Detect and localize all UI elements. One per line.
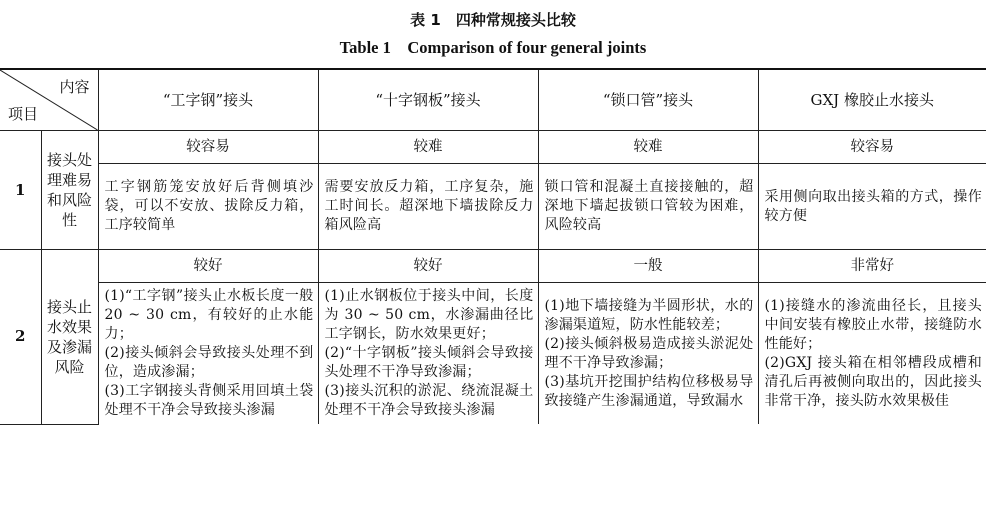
detail-text: (1)接缝水的渗流曲径长，且接头中间安装有橡胶止水带，接缝防水性能好； (764, 297, 982, 352)
detail-cell (538, 164, 758, 250)
rating-cell: 较容易 (758, 131, 986, 164)
header-row (0, 69, 986, 131)
detail-cell (758, 283, 986, 425)
table-caption-cn: 表 1 四种常规接头比较 (410, 11, 576, 29)
comparison-table (0, 68, 986, 425)
rating-cell: 一般 (538, 250, 758, 283)
column-header-cross-plate: “十字钢板”接头 (318, 69, 538, 131)
corner-item-label: 项目 (8, 105, 39, 123)
detail-text: (2)接头倾斜会导致接头处理不到位，造成渗漏； (104, 345, 314, 380)
row-item-1: 接头处理难易和风险性 (41, 131, 98, 250)
detail-text: 采用侧向取出接头箱的方式，操作较方便 (764, 188, 982, 224)
detail-text: (1)地下墙接缝为半圆形状，水的渗漏渠道短，防水性能较差； (544, 297, 754, 333)
detail-cell (318, 164, 538, 250)
row-number-1: 1 (0, 131, 41, 250)
rating-cell: 较难 (538, 131, 758, 164)
row-2-details (0, 283, 986, 425)
detail-text: 需要安放反力箱，工序复杂，施工时间长。超深地下墙拔除反力箱风险高 (324, 179, 534, 233)
detail-cell (98, 164, 318, 250)
detail-text: (1)止水钢板位于接头中间，长度为 30 ~ 50 cm，水渗漏曲径比工字钢长，防水效果更好； (324, 288, 534, 342)
table-caption-en: Table 1 Comparison of four general joints (339, 38, 647, 57)
detail-cell (98, 283, 318, 425)
detail-text: (3)接头沉积的淤泥、绕流混凝土处理不干净会导致接头渗漏 (324, 383, 534, 418)
rating-cell: 较好 (318, 250, 538, 283)
corner-content-label: 内容 (59, 78, 90, 96)
rating-cell: 较好 (98, 250, 318, 283)
detail-text: (2)GXJ 接头箱在相邻槽段成槽和清孔后再被侧向取出的，因此接头非常干净，接头防水效果极佳 (764, 354, 982, 409)
detail-text: (2)“十字钢板”接头倾斜会导致接头处理不干净导致渗漏； (324, 345, 534, 380)
row-1-rating (0, 131, 986, 164)
row-number-2: 2 (0, 250, 41, 425)
column-header-gxj-rubber: GXJ 橡胶止水接头 (758, 69, 986, 131)
detail-text: (1)“工字钢”接头止水板长度一般 20 ~ 30 cm，有较好的止水能力； (104, 288, 314, 342)
row-1-details (0, 164, 986, 250)
detail-cell (758, 164, 986, 250)
rating-cell: 较难 (318, 131, 538, 164)
row-2-rating (0, 250, 986, 283)
column-header-i-beam: “工字钢”接头 (98, 69, 318, 131)
detail-text: 锁口管和混凝土直接接触的，超深地下墙起拔锁口管较为困难，风险较高 (544, 179, 754, 233)
rating-cell: 非常好 (758, 250, 986, 283)
corner-cell (0, 69, 98, 131)
detail-text: (2)接头倾斜极易造成接头淤泥处理不干净导致渗漏； (544, 335, 754, 371)
detail-cell (538, 283, 758, 425)
detail-text: 工字钢筋笼安放好后背侧填沙袋，可以不安放、拔除反力箱，工序较简单 (104, 179, 314, 233)
row-item-2: 接头止水效果及渗漏风险 (41, 250, 98, 425)
detail-cell (318, 283, 538, 425)
rating-cell: 较容易 (98, 131, 318, 164)
column-header-locking-pipe: “锁口管”接头 (538, 69, 758, 131)
diagonal-header (0, 70, 98, 130)
detail-text: (3)工字钢接头背侧采用回填土袋处理不干净会导致接头渗漏 (104, 383, 314, 418)
detail-text: (3)基坑开挖围护结构位移极易导致接缝产生渗漏通道，导致漏水 (544, 373, 754, 409)
